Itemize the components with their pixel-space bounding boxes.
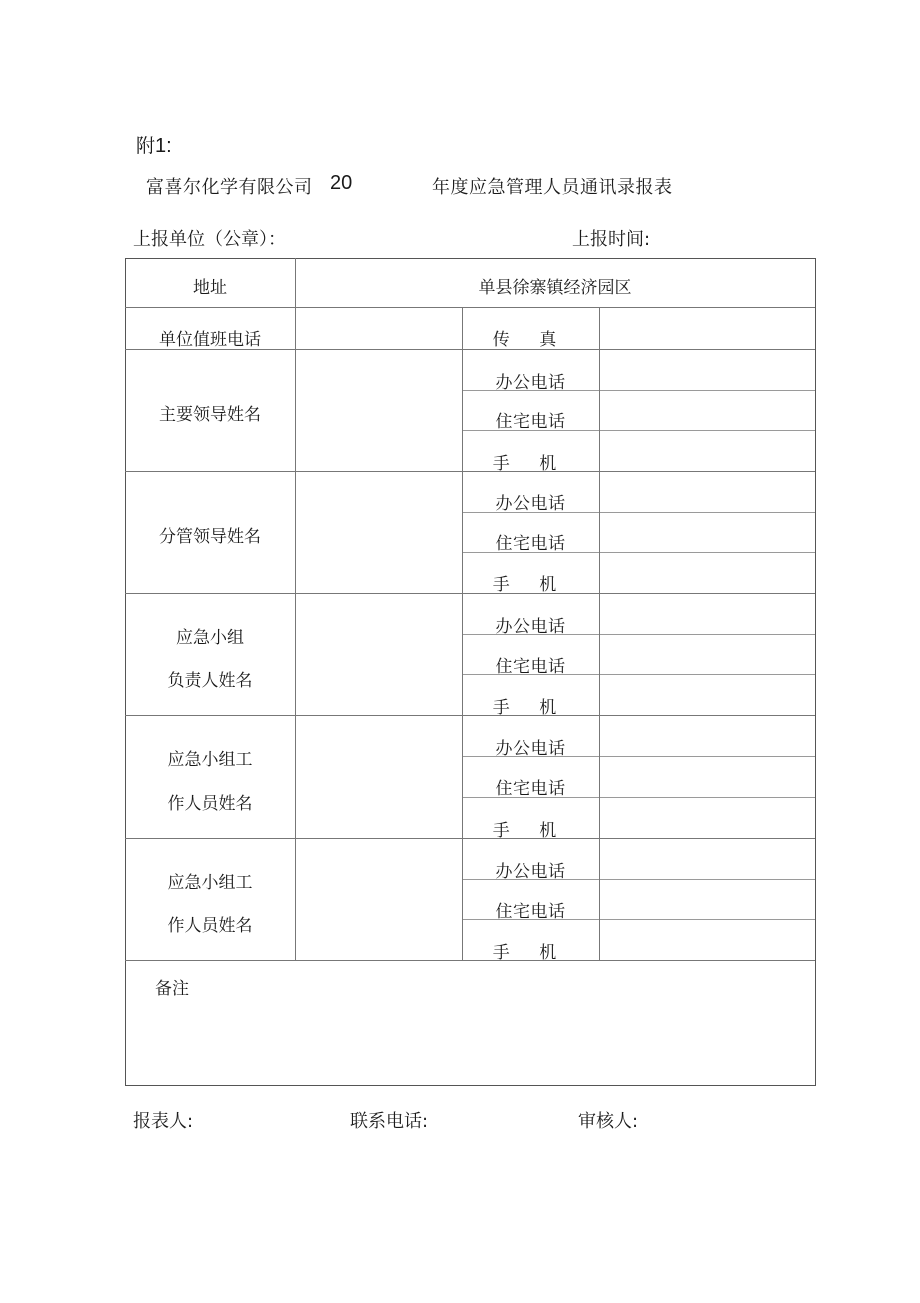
home-phone-label: 住宅电话 — [495, 657, 566, 677]
title-report-name: 年度应急管理人员通讯录报表 — [432, 177, 673, 198]
group-label-emergency-staff-line1: 应急小组工 — [167, 750, 253, 770]
fax-label: 传 真 — [492, 330, 569, 350]
group-label-emergency-head-line2: 负责人姓名 — [167, 671, 253, 691]
remarks-label: 备注 — [155, 979, 189, 999]
mobile-label: 手 机 — [492, 575, 569, 595]
title-company: 富喜尔化学有限公司 — [146, 177, 313, 198]
office-phone-label: 办公电话 — [495, 373, 566, 393]
home-phone-label: 住宅电话 — [495, 902, 566, 922]
address-label: 地址 — [193, 278, 227, 298]
table-column-divider — [599, 307, 600, 960]
reporter-label: 报表人: — [133, 1111, 194, 1132]
group-label-main-leader: 主要领导姓名 — [159, 405, 261, 425]
address-value: 单县徐寨镇经济园区 — [478, 278, 632, 298]
reporting-unit-label: 上报单位（公章）： — [133, 229, 286, 250]
duty-phone-label: 单位值班电话 — [159, 330, 261, 350]
group-label-emergency-staff-line2: 作人员姓名 — [167, 794, 253, 814]
annex-text: 附 — [136, 135, 156, 157]
contact-phone-label: 联系电话: — [350, 1111, 429, 1132]
group-label-emergency-staff-line2: 作人员姓名 — [167, 916, 253, 936]
mobile-label: 手 机 — [492, 943, 569, 963]
home-phone-label: 住宅电话 — [495, 534, 566, 554]
annex-label — [136, 131, 172, 158]
reviewer-label: 审核人: — [578, 1111, 639, 1132]
report-time-label: 上报时间: — [572, 229, 651, 250]
group-label-emergency-head-line1: 应急小组 — [176, 628, 244, 648]
office-phone-label: 办公电话 — [495, 739, 566, 759]
group-label-deputy-leader: 分管领导姓名 — [159, 527, 261, 547]
table-column-divider — [295, 258, 296, 960]
office-phone-label: 办公电话 — [495, 494, 566, 514]
table-row-divider — [125, 307, 815, 308]
home-phone-label: 住宅电话 — [495, 779, 566, 799]
home-phone-label: 住宅电话 — [495, 412, 566, 432]
annex-number: 1: — [155, 135, 172, 157]
office-phone-label: 办公电话 — [495, 862, 566, 882]
group-label-emergency-staff-line1: 应急小组工 — [167, 873, 253, 893]
title-year: 20 — [330, 172, 353, 194]
mobile-label: 手 机 — [492, 454, 569, 474]
mobile-label: 手 机 — [492, 698, 569, 718]
office-phone-label: 办公电话 — [495, 617, 566, 637]
mobile-label: 手 机 — [492, 821, 569, 841]
